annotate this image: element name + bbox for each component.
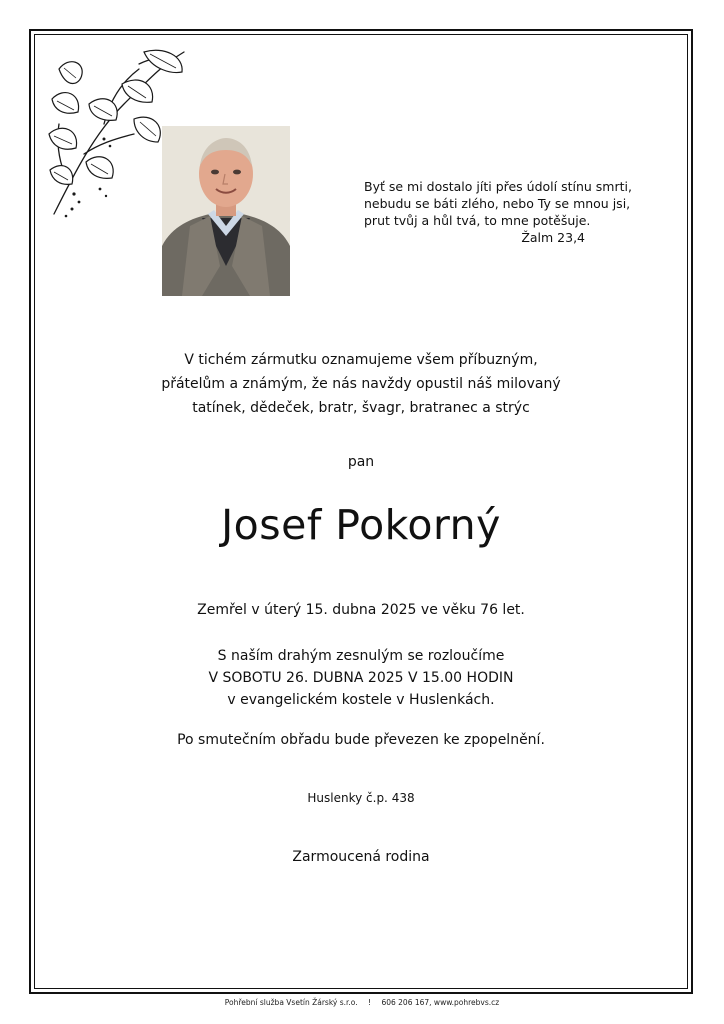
psalm-line: Byť se mi dostalo jíti přes údolí stínu smrti, (364, 179, 632, 194)
psalm-line: prut tvůj a hůl tvá, to mne potěšuje. (364, 213, 591, 228)
announcement-text (34, 348, 688, 420)
portrait-photo (162, 126, 290, 296)
death-notice: Zemřel v úterý 15. dubna 2025 ve věku 76 let. (197, 602, 525, 618)
honorific: pan (347, 454, 375, 470)
ceremony-line: v evangelickém kostele v Huslenkách. (227, 692, 495, 708)
footer-contact: 606 206 167, www.pohrebvs.cz (381, 998, 500, 1007)
deceased-name: Josef Pokorný (221, 501, 501, 549)
psalm-quote (364, 178, 632, 246)
footer-company: Pohřební služba Vsetín Žárský s.r.o. (224, 998, 358, 1007)
family-address: Huslenky č.p. 438 (307, 791, 415, 805)
announcement-line: tatínek, dědeček, bratr, švagr, bratranec a strýc (192, 400, 530, 416)
psalm-line: nebudu se báti zlého, nebo Ty se mnou jsi, (364, 196, 631, 211)
ceremony-line: V SOBOTU 26. DUBNA 2025 V 15.00 HODIN (208, 670, 514, 686)
family-signature: Zarmoucená rodina (292, 849, 430, 865)
cremation-notice: Po smutečním obřadu bude převezen ke zpopelnění. (177, 732, 545, 748)
footer (0, 997, 724, 1009)
ceremony-line: S naším drahým zesnulým se rozloučíme (217, 648, 505, 664)
ceremony-details (34, 645, 688, 711)
psalm-reference: Žalm 23,4 (521, 230, 585, 245)
announcement-line: přátelům a známým, že nás navždy opustil náš milovaný (161, 376, 561, 392)
announcement-line: V tichém zármutku oznamujeme všem příbuzným, (184, 352, 538, 368)
footer-separator: ! (368, 998, 372, 1007)
